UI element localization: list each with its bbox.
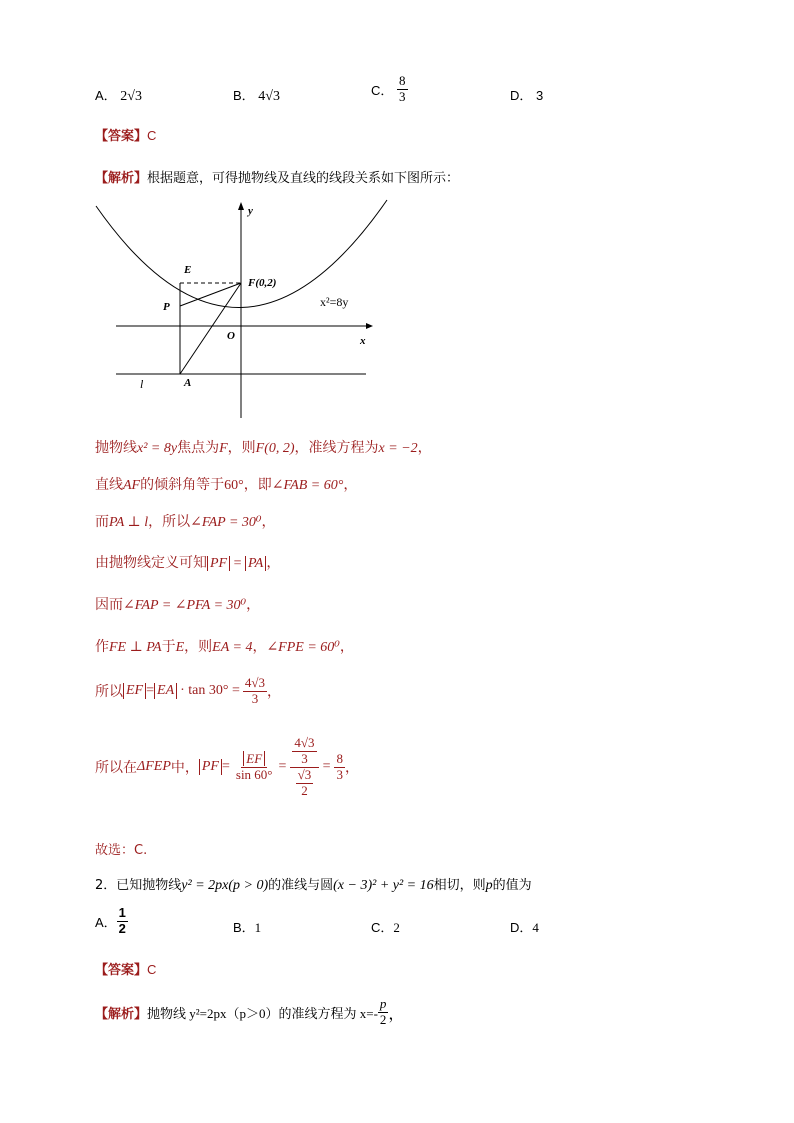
step-8-complex-fraction: [290, 736, 318, 799]
step-8-r-denominator: 3: [336, 766, 343, 782]
q2-analysis-numerator: p: [379, 996, 387, 1011]
step-6-math-f: EA = 4: [212, 640, 253, 655]
step-2-text-e: ，即: [243, 477, 272, 493]
step-5-text-c: ，: [246, 597, 261, 613]
step-3-text-a: 而: [95, 514, 109, 530]
step-6-text-i: ，: [339, 639, 354, 655]
step-7-math-b: EF: [123, 683, 146, 699]
step-5-math-b: ∠FAP = ∠PFA = 30⁰: [123, 598, 247, 613]
step-7-denominator: 3: [251, 690, 259, 706]
step-8-end: ，: [344, 760, 359, 777]
step-6-math-h: ∠FPE = 60⁰: [266, 640, 340, 655]
q2-option-c: [371, 917, 400, 936]
q1-analysis-intro: [95, 167, 459, 186]
option-b: [233, 85, 280, 105]
step-1-text-c: 焦点为: [177, 440, 220, 456]
step-8-r-numerator: 8: [336, 750, 343, 766]
option-b-value: 4√3: [258, 89, 280, 104]
q2-option-a-label: A．: [95, 914, 117, 930]
q2-analysis-end: ，: [388, 1003, 405, 1023]
q1-answer: [95, 125, 156, 144]
q2-analysis-tag: 【解析】: [95, 1006, 148, 1022]
parabola-equation-label: x²=8y: [320, 295, 349, 309]
q2-analysis-fraction: [378, 997, 389, 1028]
step-7: [95, 676, 281, 707]
origin-label: O: [227, 330, 235, 342]
option-a: [95, 85, 142, 105]
option-d-label: D．: [510, 88, 533, 103]
q2-option-a-fraction: [117, 906, 128, 937]
q2-option-a-numerator: 1: [118, 905, 126, 920]
y-axis-arrow: [238, 202, 244, 210]
q2-option-a: [95, 906, 128, 937]
step-1-text-a: 抛物线: [95, 440, 137, 456]
q2-option-c-value: 2: [393, 920, 400, 935]
q2-stem-a: 2．已知抛物线: [95, 878, 182, 893]
step-7-text-c: =: [146, 683, 155, 699]
step-7-text-a: 所以: [95, 684, 123, 701]
step-7-numerator: 4√3: [244, 675, 266, 690]
y-axis-label: y: [248, 205, 253, 217]
step-3-math-d: ∠FAP = 30⁰: [190, 515, 262, 530]
step-6-math-b: FE ⊥ PA: [109, 640, 162, 655]
step-8-n-numerator: 4√3: [294, 735, 315, 750]
option-a-label: A．: [95, 88, 117, 103]
step-8-fraction-1: [234, 752, 275, 783]
q2-stem-c: 的准线与圆: [268, 878, 334, 893]
directrix-label: l: [140, 377, 144, 391]
step-7-fraction: [243, 676, 267, 707]
answer-value: C: [147, 128, 157, 143]
analysis-tag: 【解析】: [95, 171, 148, 186]
step-7-text-f: ，: [267, 684, 282, 701]
step-6-text-a: 作: [95, 639, 109, 655]
option-c: [371, 74, 408, 105]
q1-conclusion: 故选：C.: [95, 843, 148, 858]
option-b-label: B．: [233, 88, 255, 103]
step-1-math-f: F(0, 2): [255, 441, 295, 456]
point-p-label: P: [163, 301, 170, 313]
q2-stem-g: 的值为: [492, 878, 532, 893]
step-2-math-d: 60°: [224, 478, 244, 493]
step-2-math-f: ∠FAB = 60°: [271, 478, 344, 493]
parabola-figure: [90, 196, 390, 422]
step-5: [95, 594, 260, 614]
step-8-text-e: =: [221, 759, 230, 775]
step-5-text-a: 因而: [95, 597, 123, 613]
step-8-text-c: 中，: [170, 760, 199, 777]
step-1-math-b: x² = 8y: [137, 441, 178, 456]
x-axis-label: x: [360, 335, 366, 347]
option-d-value: 3: [536, 88, 544, 103]
q2-stem-f: p: [485, 878, 493, 893]
step-1-math-h: x = −2: [378, 441, 418, 456]
q2-option-b: [233, 917, 261, 936]
q2-option-b-value: 1: [254, 920, 262, 935]
q2-stem-e: 相切，则: [433, 878, 486, 893]
option-a-value: 2√3: [120, 89, 142, 104]
step-2-math-b: AF: [123, 478, 141, 493]
q2-answer-tag: 【答案】: [95, 963, 148, 978]
step-4-text-a: 由抛物线定义可知: [95, 555, 207, 571]
step-3-text-e: ，: [261, 514, 276, 530]
step-7-text-e: · tan 30° =: [180, 683, 240, 699]
segment-pf: [180, 283, 241, 306]
q2-option-a-denominator: 2: [118, 920, 126, 936]
step-8-equals-1: =: [278, 759, 287, 775]
step-3: [95, 511, 276, 531]
q2-answer: [95, 959, 156, 978]
step-8-math-b: ΔFEP: [137, 759, 171, 775]
step-2: [95, 474, 357, 494]
q2-analysis-denominator: 2: [379, 1011, 387, 1027]
step-6-math-d: E: [175, 640, 185, 655]
q2-answer-value: C: [147, 962, 157, 977]
step-4-math-d: PA: [245, 556, 266, 571]
step-3-text-c: ，所以: [148, 514, 191, 530]
option-c-numerator: 8: [399, 73, 406, 88]
q2-option-d-value: 4: [532, 920, 539, 935]
q2-analysis-text: 抛物线 y²=2px（p＞0）的准线方程为 x=-: [147, 1005, 378, 1021]
q2-stem-d: (x − 3)² + y² = 16: [333, 878, 434, 893]
step-8-f1-denominator: sin 60°: [235, 766, 273, 782]
step-4-text-c: =: [230, 556, 246, 571]
step-4: [95, 552, 280, 572]
step-2-text-g: ，: [343, 477, 358, 493]
step-6-text-g: ，: [252, 639, 267, 655]
step-2-text-c: 的倾斜角等于: [140, 477, 225, 493]
q2-option-d-label: D．: [510, 920, 533, 935]
q2-option-d: [510, 917, 539, 936]
q2-stem-b: y² = 2px(p > 0): [181, 878, 269, 893]
step-6-text-c: 于: [161, 639, 176, 655]
step-1-text-e: ，则: [227, 440, 256, 456]
step-8-math-d: PF: [199, 759, 222, 775]
step-1-math-d: F: [219, 441, 228, 456]
analysis-intro-text: 根据题意，可得抛物线及直线的线段关系如下图所示：: [147, 171, 460, 186]
step-4-text-e: ，: [266, 555, 281, 571]
q2-stem: [95, 874, 532, 894]
q2-option-b-label: B．: [233, 920, 255, 935]
step-8-d-denominator: 2: [301, 782, 308, 798]
point-e-label: E: [184, 264, 192, 276]
step-1-text-i: ，: [417, 440, 432, 456]
step-7-math-d: EA: [154, 683, 177, 699]
step-2-text-a: 直线: [95, 477, 123, 493]
step-1: [95, 437, 432, 457]
step-1-text-g: ，准线方程为: [294, 440, 379, 456]
step-8-result-fraction: [334, 752, 345, 783]
step-8-text-a: 所以在: [95, 760, 137, 777]
step-3-math-b: PA ⊥ l: [109, 515, 149, 530]
point-a-label: A: [184, 377, 192, 389]
step-8: [95, 736, 359, 799]
step-8-d-numerator: √3: [297, 766, 312, 782]
q2-analysis: [95, 997, 404, 1028]
option-d: [510, 85, 543, 104]
option-c-label: C．: [371, 82, 394, 98]
option-c-denominator: 3: [399, 88, 406, 104]
q2-option-c-label: C．: [371, 920, 394, 935]
step-8-f1-numerator: EF: [243, 751, 265, 766]
step-4-math-b: PF: [207, 556, 230, 571]
answer-tag: 【答案】: [95, 129, 148, 144]
step-8-n-denominator: 3: [301, 750, 308, 766]
segment-af: [180, 283, 241, 374]
x-axis-arrow: [366, 323, 373, 329]
point-f-label: F(0,2): [248, 277, 277, 289]
option-c-fraction: [397, 74, 408, 105]
step-6-text-e: ，则: [184, 639, 213, 655]
step-8-equals-2: =: [322, 759, 331, 775]
step-6: [95, 636, 354, 656]
